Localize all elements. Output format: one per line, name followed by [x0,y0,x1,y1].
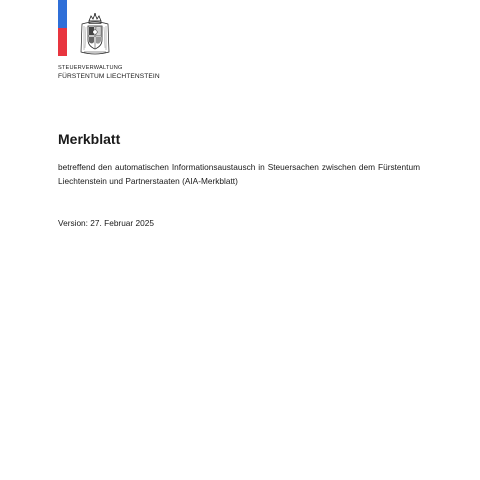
coat-of-arms-icon [76,12,114,58]
document-title: Merkblatt [58,131,121,147]
national-flag-stripe [58,0,67,56]
authority-name: STEUERVERWALTUNG [58,65,123,71]
document-version [58,217,154,229]
flag-blue-band [58,0,67,28]
principality-name: FÜRSTENTUM LIECHTENSTEIN [58,73,160,80]
version-label: Version: [58,218,88,228]
flag-red-band [58,28,67,56]
document-subject: betreffend den automatischen Informationsaustausch in Steuersachen zwischen dem Fürstentum Liechtenstein und Partnerstaaten (AIA-Merkblatt) [58,162,420,186]
version-date: 27. Februar 2025 [90,218,154,228]
